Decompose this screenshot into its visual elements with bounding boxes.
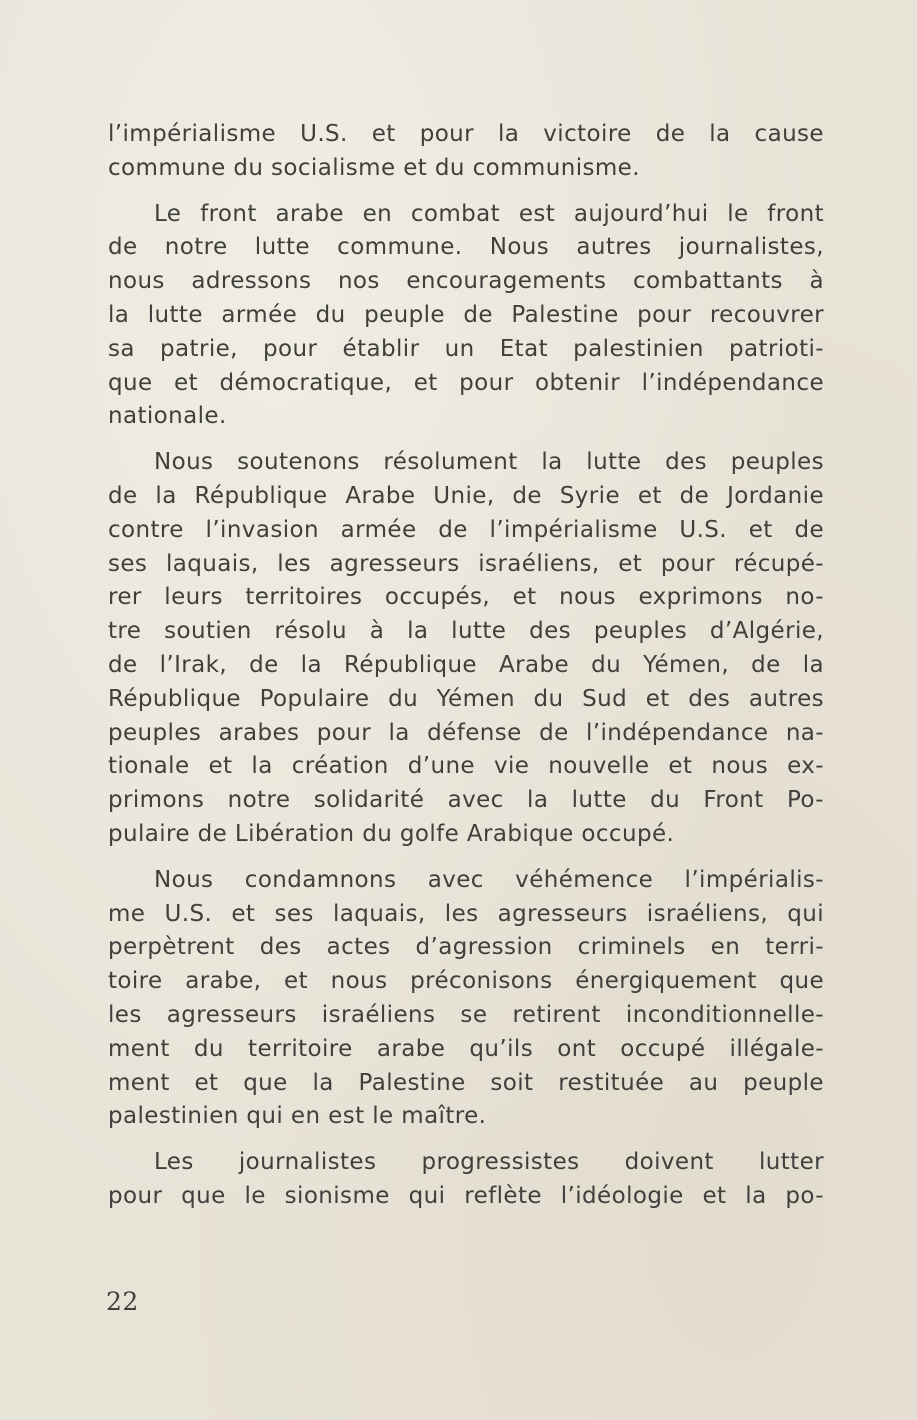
- paragraph: [108, 1146, 824, 1214]
- text-line: République Populaire du Yémen du Sud et des autres: [108, 685, 824, 712]
- text-line: commune du socialisme et du communisme.: [108, 154, 640, 181]
- text-line: rer leurs territoires occupés, et nous exprimons no-: [108, 584, 824, 611]
- text-line: les agresseurs israéliens se retirent inconditionnelle-: [108, 1001, 824, 1028]
- text-line: pulaire de Libération du golfe Arabique occupé.: [108, 820, 675, 847]
- paragraph: [108, 864, 824, 1134]
- text-line: de notre lutte commune. Nous autres journalistes,: [108, 234, 824, 261]
- text-line: contre l’invasion armée de l’impérialisme U.S. et de: [108, 516, 824, 543]
- text-line: pour que le sionisme qui reflète l’idéologie et la po-: [108, 1182, 824, 1209]
- text-line: la lutte armée du peuple de Palestine pour recouvrer: [108, 301, 824, 328]
- text-line: perpètrent des actes d’agression criminels en terri-: [108, 934, 824, 961]
- text-line: nous adressons nos encouragements combattants à: [108, 268, 824, 295]
- page-number: 22: [106, 1287, 139, 1316]
- text-line: ment du territoire arabe qu’ils ont occupé illégale-: [108, 1035, 824, 1062]
- text-line: primons notre solidarité avec la lutte du Front Po-: [108, 787, 824, 814]
- text-line: ment et que la Palestine soit restituée au peuple: [108, 1069, 824, 1096]
- text-line: tionale et la création d’une vie nouvelle et nous ex-: [108, 753, 824, 780]
- text-line: toire arabe, et nous préconisons énergiquement que: [108, 968, 824, 995]
- text-line: palestinien qui en est le maître.: [108, 1103, 487, 1130]
- text-line: Les journalistes progressistes doivent lutter: [154, 1149, 824, 1176]
- paragraph: [108, 198, 824, 435]
- text-line: sa patrie, pour établir un Etat palestinien patrioti-: [108, 335, 824, 362]
- text-line: de l’Irak, de la République Arabe du Yémen, de la: [108, 651, 824, 678]
- text-line: me U.S. et ses laquais, les agresseurs israéliens, qui: [108, 900, 824, 927]
- text-line: de la République Arabe Unie, de Syrie et de Jordanie: [108, 482, 824, 509]
- paragraph: [108, 446, 824, 852]
- text-line: tre soutien résolu à la lutte des peuples d’Algérie,: [108, 618, 824, 645]
- text-line: que et démocratique, et pour obtenir l’indépendance: [108, 369, 824, 396]
- text-line: ses laquais, les agresseurs israéliens, et pour récupé-: [108, 550, 824, 577]
- text-line: Nous soutenons résolument la lutte des peuples: [154, 449, 824, 476]
- text-line: Le front arabe en combat est aujourd’hui le front: [154, 200, 824, 227]
- text-line: Nous condamnons avec véhémence l’impérialis-: [154, 866, 824, 893]
- text-line: l’impérialisme U.S. et pour la victoire de la cause: [108, 121, 824, 147]
- paragraph: [108, 118, 824, 186]
- body-text: [108, 118, 824, 1214]
- text-line: peuples arabes pour la défense de l’indépendance na-: [108, 719, 824, 746]
- text-line: nationale.: [108, 403, 227, 430]
